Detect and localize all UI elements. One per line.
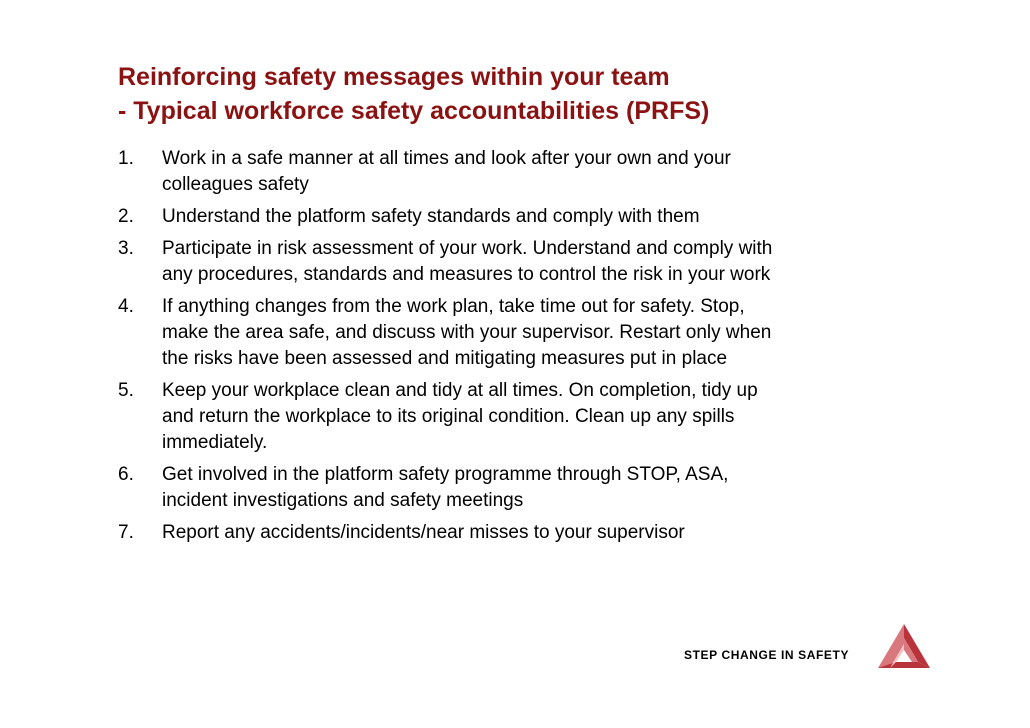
list-item-text: Work in a safe manner at all times and look after your own and your colleagues safety bbox=[162, 148, 731, 195]
impossible-triangle-logo-icon bbox=[876, 622, 932, 670]
list-item-text: Get involved in the platform safety programme through STOP, ASA, incident investigations and safety meetings bbox=[162, 464, 729, 511]
list-item-number: 5. bbox=[118, 380, 134, 401]
list-item bbox=[118, 236, 918, 288]
list-item-number: 2. bbox=[118, 206, 134, 227]
list-item bbox=[118, 146, 918, 198]
slide-title-line-1: Reinforcing safety messages within your team bbox=[118, 63, 670, 91]
list-item-number: 7. bbox=[118, 522, 134, 543]
logo-face-left bbox=[878, 624, 904, 668]
list-item-text: If anything changes from the work plan, take time out for safety. Stop, make the area safe, and discuss with your supervisor. Restart only when the risks have been assessed and mitigating measures put in place bbox=[162, 296, 772, 369]
list-item-number: 4. bbox=[118, 296, 134, 317]
list-item-number: 3. bbox=[118, 238, 134, 259]
list-item-number: 1. bbox=[118, 148, 134, 169]
slide-title bbox=[118, 60, 978, 128]
list-item bbox=[118, 520, 918, 546]
list-item bbox=[118, 378, 918, 456]
list-item-text: Report any accidents/incidents/near misses to your supervisor bbox=[162, 522, 685, 543]
list-item bbox=[118, 294, 918, 372]
list-item-number: 6. bbox=[118, 464, 134, 485]
list-item bbox=[118, 462, 918, 514]
list-item-text: Keep your workplace clean and tidy at all times. On completion, tidy up and return the workplace to its original condition. Clean up any spills immediately. bbox=[162, 380, 758, 453]
accountabilities-list bbox=[118, 146, 918, 552]
list-item bbox=[118, 204, 918, 230]
footer-brand-text: STEP CHANGE IN SAFETY bbox=[684, 648, 850, 662]
list-item-text: Understand the platform safety standards and comply with them bbox=[162, 206, 700, 227]
slide-title-line-2: - Typical workforce safety accountabilities (PRFS) bbox=[118, 97, 710, 125]
list-item-text: Participate in risk assessment of your work. Understand and comply with any procedures, standards and measures to control the risk in your work bbox=[162, 238, 773, 285]
